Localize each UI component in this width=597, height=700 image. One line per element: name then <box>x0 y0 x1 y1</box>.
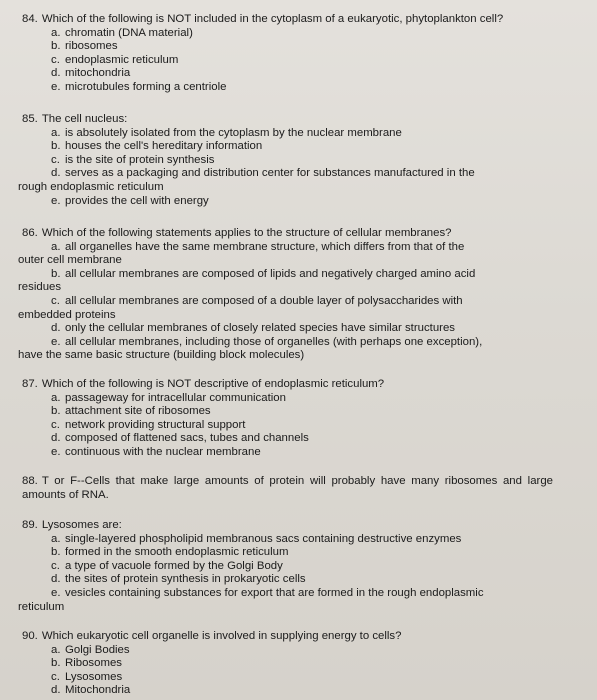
option-a-continuation: outer cell membrane <box>18 254 122 267</box>
option-a: a. Golgi Bodies <box>51 643 130 656</box>
option-e: e. microtubules forming a centriole <box>51 80 227 93</box>
question-88 <box>0 475 597 502</box>
question-text: 84. Which of the following is NOT included in the cytoplasm of a eukaryotic, phytoplankton cell? <box>22 13 504 25</box>
question-87 <box>0 378 597 460</box>
option-e: e. all cellular membranes, including those of organelles (with perhaps one exception), <box>51 335 483 348</box>
option-e: e. provides the cell with energy <box>51 194 209 207</box>
question-89 <box>0 519 597 614</box>
option-e: e. vesicles containing substances for export that are formed in the rough endoplasmic <box>51 586 484 599</box>
option-d: d. serves as a packaging and distribution center for substances manufactured in the <box>51 167 475 180</box>
question-text: 89. Lysosomes are: <box>22 519 122 531</box>
option-a: a. single-layered phospholipid membranous sacs containing destructive enzymes <box>51 532 462 545</box>
option-b: b. Ribosomes <box>51 657 122 670</box>
question-90 <box>0 630 597 698</box>
option-d: d. Mitochondria <box>51 684 131 697</box>
option-c-continuation: embedded proteins <box>18 308 116 321</box>
option-b: b. all cellular membranes are composed of lipids and negatively charged amino acid <box>51 267 476 280</box>
option-a: a. chromatin (DNA material) <box>51 26 193 39</box>
option-b: b. formed in the smooth endoplasmic reticulum <box>51 546 289 559</box>
option-c: c. a type of vacuole formed by the Golgi Body <box>51 559 283 572</box>
option-b-continuation: residues <box>18 281 62 294</box>
option-d-continuation: rough endoplasmic reticulum <box>18 180 164 193</box>
option-a: a. is absolutely isolated from the cytoplasm by the nuclear membrane <box>51 126 402 139</box>
question-84 <box>0 13 597 95</box>
question-text: 86. Which of the following statements applies to the structure of cellular membranes? <box>22 227 452 239</box>
option-b: b. ribosomes <box>51 40 118 53</box>
question-text: 85. The cell nucleus: <box>22 113 128 125</box>
question-text: 90. Which eukaryotic cell organelle is involved in supplying energy to cells? <box>22 630 402 642</box>
option-d: d. only the cellular membranes of closely related species have similar structures <box>51 322 455 335</box>
question-text: 87. Which of the following is NOT descriptive of endoplasmic reticulum? <box>22 378 385 390</box>
option-a: a. all organelles have the same membrane structure, which differs from that of the <box>51 240 465 253</box>
option-c: c. Lysosomes <box>51 670 123 683</box>
option-c: c. all cellular membranes are composed of a double layer of polysaccharides with <box>51 294 463 307</box>
option-d: d. mitochondria <box>51 67 131 80</box>
question-86 <box>0 227 597 363</box>
option-e-continuation: reticulum <box>18 600 65 613</box>
option-c: c. network providing structural support <box>51 418 246 431</box>
option-b: b. houses the cell's hereditary information <box>51 140 263 153</box>
option-c: c. is the site of protein synthesis <box>51 153 215 166</box>
option-e-continuation: have the same basic structure (building block molecules) <box>18 349 305 362</box>
option-b: b. attachment site of ribosomes <box>51 405 211 418</box>
option-d: d. the sites of protein synthesis in prokaryotic cells <box>51 573 306 586</box>
option-d: d. composed of flattened sacs, tubes and channels <box>51 432 309 445</box>
option-a: a. passageway for intracellular communication <box>51 391 286 404</box>
option-e: e. continuous with the nuclear membrane <box>51 445 261 458</box>
question-85 <box>0 113 597 208</box>
question-text: 88. T or F--Cells that make large amounts of protein will probably have many ribosomes and large amounts of RNA. <box>22 475 553 501</box>
option-c: c. endoplasmic reticulum <box>51 53 179 66</box>
